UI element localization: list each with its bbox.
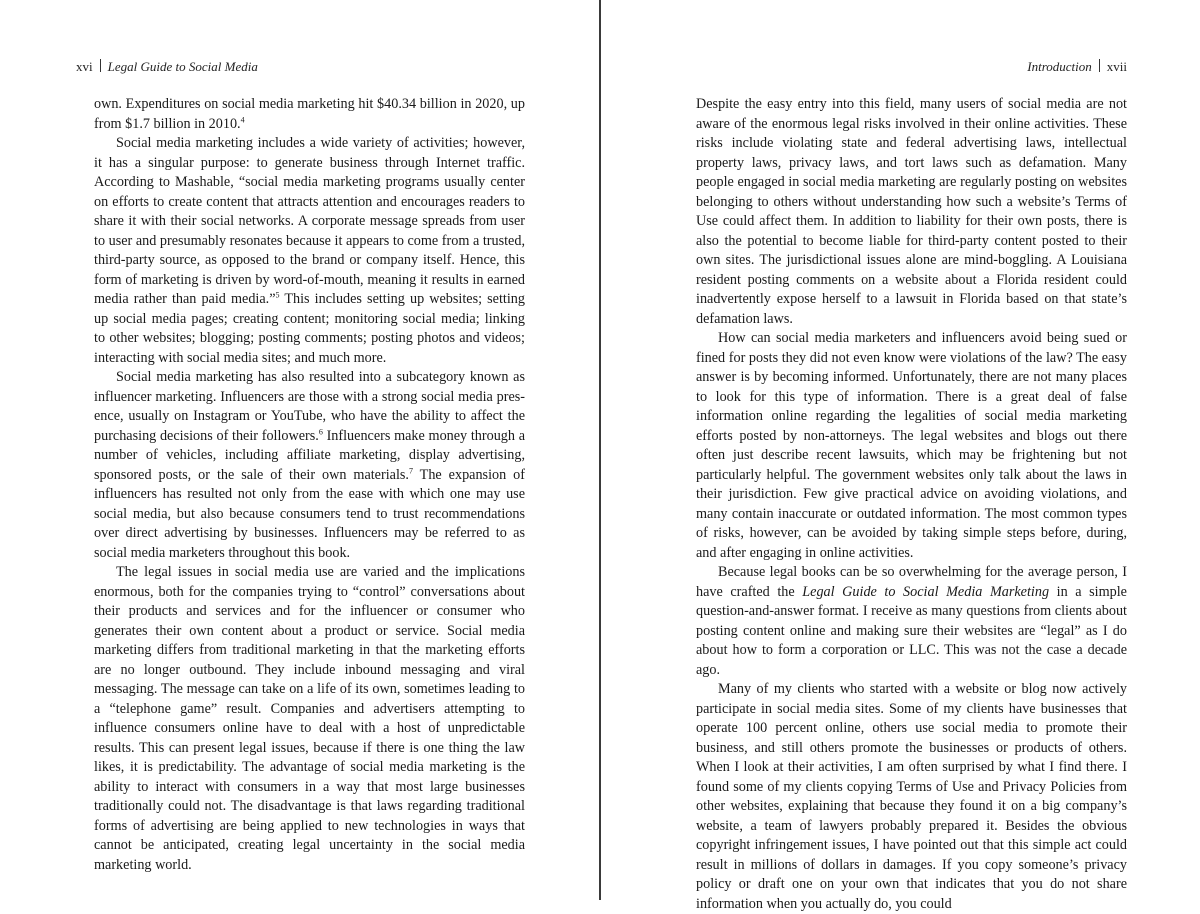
- paragraph-text: Social media marketing includes a wide variety of activities; however, it has a singular purpose: to generate business through Internet traffic. According to Mashable, “social media marketing programs usually center on efforts to create content that attracts attention and encourages readers to share it with their social networks. A corporate message spreads from user to user and presumably resonates because it appears to come from a trusted, third-party source, as opposed to the brand or company itself. Hence, this form of marketing is driven by word-of-mouth, meaning it results in earned media rather than paid media.”: [94, 135, 525, 307]
- right-page-body: [696, 95, 1127, 914]
- book-title-italic: Legal Guide to Social Media Marketing: [802, 583, 1050, 600]
- footnote-marker: 4: [240, 114, 245, 124]
- body-paragraph: [696, 680, 1127, 914]
- paragraph-text: Social media marketing has also resulted into a subcategory known as influencer marketing. Influencers are those with a strong social media presence, usually on Instagram or YouTube, who have the ability to affect the purchasing decisions of their followers.: [94, 369, 525, 444]
- body-paragraph: [696, 563, 1127, 680]
- body-paragraph: [94, 563, 525, 875]
- body-paragraph: [94, 368, 525, 563]
- right-page: [601, 0, 1200, 912]
- left-page-number: xvi: [76, 59, 93, 74]
- paragraph-text: How can social media marketers and influencers avoid being sued or fined for posts they did not even know were violations of the law? The easy answer is by becoming informed. Unfortunately, there are not many places to look for this type of information. There is a great deal of false information online regarding the legalities of social media marketing efforts posted by non-attorneys. The legal websites and blogs out there often just describe recent lawsuits, which may be frightening but not particularly helpful. The government websites only talk about the laws in their jurisdiction. Few give practical advice on avoiding violations, and many contain inaccurate or outdated information. The most common types of risks, however, can be avoided by taking simple steps before, during, and after engaging in online activities.: [696, 330, 1127, 561]
- footnote-marker: 6: [318, 426, 323, 436]
- paragraph-text: The expansion of influencers has resulted not only from the ease with which one may use social media, but also because consumers tend to trust recommendations over direct advertising by businesses. Influencers may be referred to as social media marketers throughout this book.: [94, 466, 525, 561]
- paragraph-text: Because legal books can be so overwhelming for the average person, I have crafted the: [696, 564, 1127, 600]
- paragraph-text: own. Expenditures on social media marketing hit $40.34 billion in 2020, up from $1.7 billion in 2010.: [94, 96, 525, 132]
- right-running-title: Introduction: [1027, 59, 1092, 74]
- left-running-header: [76, 58, 258, 76]
- body-paragraph: [94, 134, 525, 368]
- paragraph-text: Many of my clients who started with a website or blog now actively participate in social media sites. Some of my clients have businesses that operate 100 percent online, others use social media to promote their business, and still others promote the businesses or products of others. When I look at their activities, I am often surprised by what I find there. I found some of my clients copying Terms of Use and Privacy Policies from other websites, explaining that because they found it on a big company’s website, a team of lawyers probably prepared it. Besides the obvious copyright infringement issues, I have pointed out that this simple act could result in millions of dollars in damages. If you copy someone’s privacy policy or draft one on your own that indicates that you do not share information when you actually do, you could: [696, 681, 1127, 912]
- paragraph-text: Despite the easy entry into this field, many users of social media are not aware of the enormous legal risks involved in their online activities. These risks include violating state and federal advertising laws, intellectual property laws, privacy laws, and tort laws such as defamation. Many people engaged in social media marketing are regularly posting on websites belonging to others without understanding how such a website’s Terms of Use could affect them. In addition to liability for their own posts, there is also the potential to become liable for third-party content posted to their own sites. The jurisdictional issues alone are mind-boggling. A Louisiana resident posting comments on a website about a Florida resident could inadvertently expose herself to a lawsuit in Florida based on that state’s defamation laws.: [696, 96, 1127, 327]
- body-paragraph: [696, 95, 1127, 329]
- body-paragraph: [696, 329, 1127, 563]
- paragraph-text: The legal issues in social media use are varied and the implications enormous, both for the companies trying to “control” conversations about their products and services and for the influencer or consumer who generates their own content about a product or service. Social media marketing differs from traditional marketing in that the marketing efforts are no longer outbound. They include inbound messaging and viral messaging. The message can take on a life of its own, sometimes leading to a “telephone game” result. Companies and advertisers attempting to influence consumers online have to deal with a host of unpredictable results. This can present legal issues, because if there is one thing the law likes, it is predictability. The advantage of social media marketing is the ability to interact with consumers in a way that most large businesses traditionally could not. The disadvantage is that laws regarding traditional forms of advertising are being applied to new technologies in ways that cannot be anticipated, creating legal uncertainty in the social media marketing world.: [94, 564, 525, 873]
- header-divider: [100, 59, 101, 72]
- body-paragraph: [94, 95, 525, 134]
- paragraph-text: Influencers make money through a number of vehicles, including affiliate marketing, display advertising, sponsored posts, or the sale of their own materials.: [94, 427, 525, 483]
- right-running-header: [1027, 58, 1127, 76]
- left-page: [0, 0, 599, 900]
- left-page-body: [94, 95, 525, 875]
- footnote-marker: 5: [275, 290, 280, 300]
- paragraph-text: This includes setting up websites; setting up social media pages; creating content; monitoring social media; linking to other websites; blogging; posting comments; posting photos and videos; interacting with social media sites; and much more.: [94, 291, 525, 366]
- paragraph-text: in a simple question-and-answer format. I receive as many questions from clients about posting content online and making sure their websites are “legal” as I do about how to form a corporation or LLC. This was not the case a decade ago.: [696, 583, 1127, 678]
- footnote-marker: 7: [408, 465, 413, 475]
- right-page-number: xvii: [1106, 59, 1127, 74]
- left-running-title: Legal Guide to Social Media: [107, 59, 258, 74]
- header-divider: [1099, 59, 1100, 72]
